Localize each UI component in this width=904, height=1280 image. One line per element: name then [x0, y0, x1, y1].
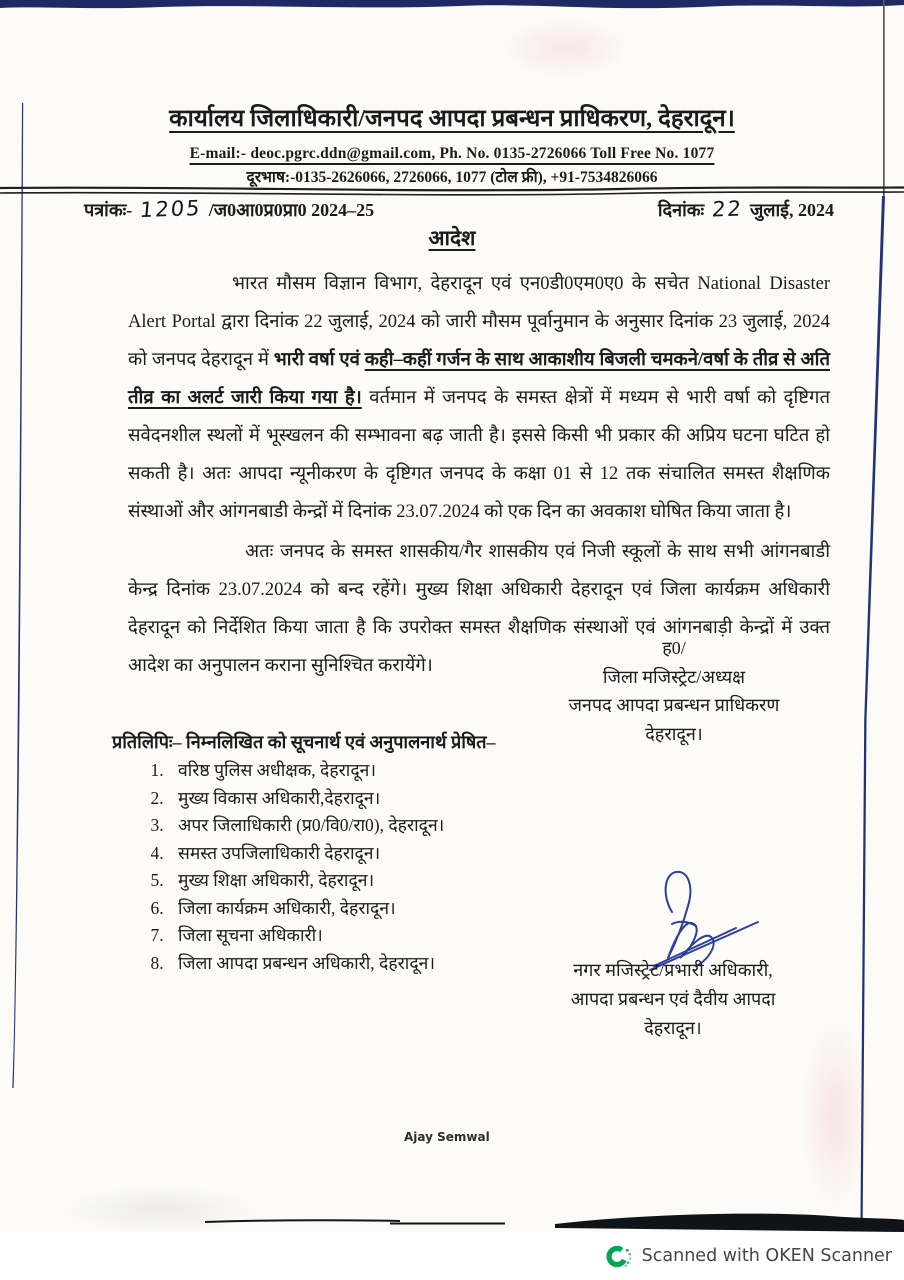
copies-list-item: 6. जिला कार्यक्रम अधिकारी, देहरादून।	[168, 895, 444, 923]
copies-list-item: 7. जिला सूचना अधिकारी।	[168, 922, 444, 950]
reference-row	[84, 197, 834, 222]
order-paragraph-2: अतः जनपद के समस्त शासकीय/गैर शासकीय एवं निजी स्कूलों के साथ सभी आंगनबाडी केन्द्र दिनांक 23.07.2024 को बन्द रहेंगे। मुख्य शिक्षा अधिकारी देहरादून एवं जिला कार्यक्रम अधिकारी देहरादून को निर्देशित किया जाता है कि उपरोक्त समस्त शैक्षणिक संस्थाओं एवं आंगनबाड़ी केन्द्रों में उक्त आदेश का अनुपालन कराना सुनिश्चित करायेंगे।	[128, 541, 830, 676]
department-line: आपदा प्रबन्धन एवं दैवीय आपदा	[570, 989, 776, 1009]
letter-date-handwritten: 22	[710, 196, 744, 222]
letter-number-suffix: /ज0आ0प्र0प्रा0 2024–25	[208, 200, 375, 220]
copies-list-item: 8. जिला आपदा प्रबन्धन अधिकारी, देहरादून।	[168, 950, 444, 978]
letterhead-phone-text: दूरभाष:-0135-2626066, 2726066, 1077 (टोल फ्री), +91-7534826066	[246, 169, 658, 186]
copies-list-item: 3. अपर जिलाधिकारी (प्र0/वि0/रा0), देहरादून।	[168, 812, 444, 840]
letter-date-label: दिनांकः	[657, 200, 705, 220]
gray-scan-smudge	[60, 1185, 260, 1235]
copies-list	[136, 757, 444, 977]
place-line: देहरादून।	[644, 1018, 702, 1038]
authority-line: जनपद आपदा प्रबन्धन प्राधिकरण	[568, 695, 780, 715]
letterhead-phone-line	[0, 165, 904, 187]
order-heading	[0, 224, 904, 252]
office-letterhead-title	[0, 101, 904, 134]
para1-bold-text: भारी वर्षा एवं	[273, 349, 365, 370]
oken-scanner-logo-icon	[605, 1243, 632, 1270]
signature-block-district-magistrate	[552, 634, 796, 748]
top-scan-edge-artifact	[0, 0, 904, 14]
para1-text-continued: वर्तमान में जनपद के समस्त क्षेत्रों में मध्यम से भारी वर्षा को दृष्टिगत सवेदनशील स्थलों में भूस्खलन की सम्भावना बढ़ जाती है। इससे किसी भी प्रकार की अप्रिय घटना घटित हो सकती है। अतः आपदा न्यूनीकरण के दृष्टिगत जनपद के कक्षा 01 से 12 तक संचालित समस्त शैक्षणिक संस्थाओं और आंगनबाडी केन्द्रों में दिनांक 23.07.2024 को एक दिन का अवकाश घोषित किया जाता है।	[128, 387, 830, 522]
letter-date-rest: जुलाई, 2024	[749, 200, 834, 220]
signature-block-city-magistrate	[546, 956, 800, 1043]
order-paragraph-1	[128, 265, 830, 531]
letter-number-handwritten: 1205	[138, 195, 203, 223]
signed-mark: ह0/	[662, 638, 686, 658]
para1-alert-underlined-text: कही–कहीं गर्जन के साथ आकाशीय बिजली चमकने/वर्षा के तीव्र से अति तीव्र का अलर्ट जारी किया गया है।	[128, 349, 830, 408]
scanner-user-watermark: Ajay Semwal	[404, 1130, 490, 1144]
designation-line: नगर मजिस्ट्रेट/प्रभारी अधिकारी,	[573, 960, 773, 980]
pink-scan-smudge	[800, 1020, 870, 1210]
copies-heading: प्रतिलिपिः– निम्नलिखित को सूचनार्थ एवं अनुपालनार्थ प्रेषित–	[112, 732, 496, 752]
letter-date	[658, 197, 834, 222]
office-letterhead-title-text: कार्यालय जिलाधिकारी/जनपद आपदा प्रबन्धन प्राधिकरण, देहरादून।	[169, 106, 735, 132]
copies-list-item: 5. मुख्य शिक्षा अधिकारी, देहरादून।	[168, 867, 444, 895]
copies-list-item: 4. समस्त उपजिलाधिकारी देहरादून।	[168, 840, 444, 868]
place-line: देहरादून।	[645, 723, 703, 744]
designation-line: जिला मजिस्ट्रेट/अध्यक्ष	[602, 666, 746, 687]
letter-number	[84, 197, 374, 222]
scanner-footer-text: Scanned with OKEN Scanner	[641, 1246, 892, 1266]
order-heading-text: आदेश	[428, 226, 476, 250]
para1-text: भारत मौसम विज्ञान विभाग, देहरादून एवं एन0डी0एम0ए0 के सचेत National Disaster Alert Portal द्वारा दिनांक 22 जुलाई, 2024 को जारी मौसम पूर्वानुमान के अनुसार दिनांक 23 जुलाई, 2024 को जनपद देहरादून में	[128, 273, 830, 370]
scanner-footer-bar	[0, 1232, 904, 1280]
letterhead-email-line	[0, 145, 904, 163]
pink-scan-smudge	[500, 18, 630, 78]
copies-list-item: 1. वरिष्ठ पुलिस अधीक्षक, देहरादून।	[168, 757, 444, 785]
letter-number-label: पत्रांकः-	[84, 200, 133, 220]
copies-list-item: 2. मुख्य विकास अधिकारी,देहरादून।	[168, 785, 444, 813]
bottom-scan-edge-artifact	[0, 1206, 904, 1232]
letterhead-email-text: E-mail:- deoc.pgrc.ddn@gmail.com, Ph. No. 0135-2726066 Toll Free No. 1077	[189, 145, 715, 162]
